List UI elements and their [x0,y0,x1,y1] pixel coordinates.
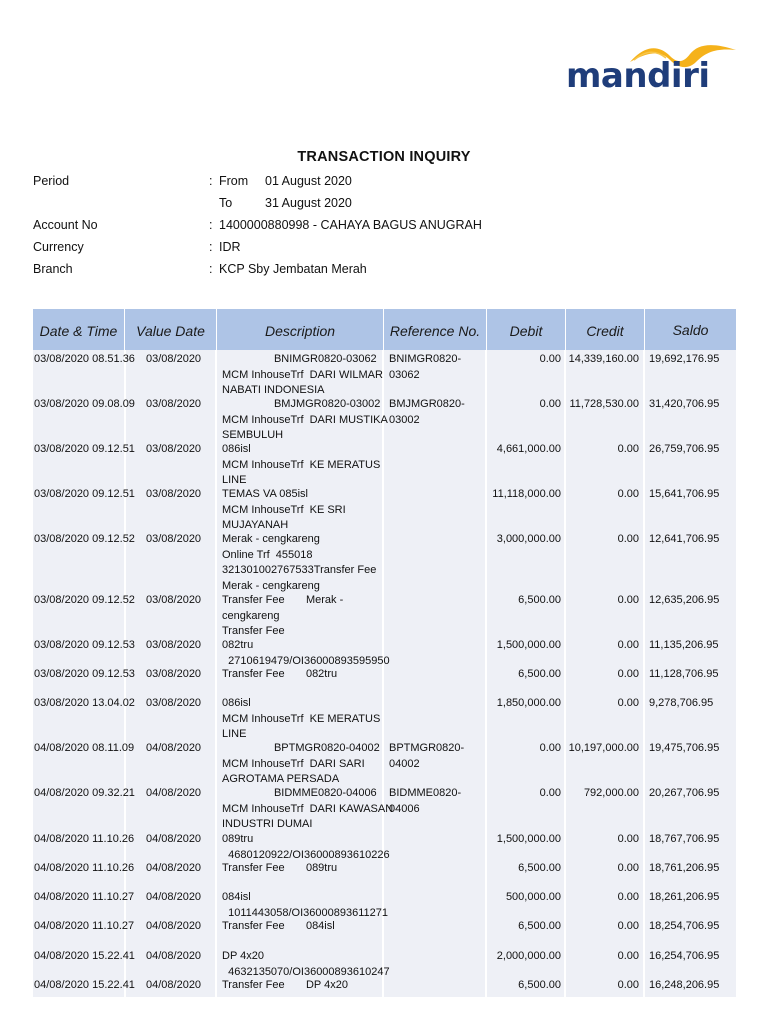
cell-value-date: 03/08/2020 [146,398,202,410]
cell-debit: 4,661,000.00 [496,443,561,455]
cell-credit: 792,000.00 [583,787,639,799]
currency-value: IDR [219,240,241,254]
cell-credit: 0.00 [617,639,639,651]
cell-reference: BNIMGR0820-03062 [389,353,462,381]
mandiri-wordmark: mandiri [566,56,710,96]
description-line: BNIMGR0820-03062 [222,353,377,365]
to-label: To [219,196,233,210]
description-line: 082tru [222,639,254,651]
cell-date-time: 04/08/2020 11.10.27 [34,891,135,903]
cell-description [222,638,390,669]
cell-value-date: 04/08/2020 [146,979,202,991]
cell-value-date: 04/08/2020 [146,950,202,962]
cell-saldo: 15,641,706.95 [649,488,720,500]
cell-debit: 6,500.00 [518,920,561,932]
cell-value-date: 03/08/2020 [146,697,202,709]
cell-debit: 2,000,000.00 [496,950,561,962]
description-line: 4632135070/OI36000893610247 [222,965,390,978]
cell-date-time: 03/08/2020 09.08.09 [34,398,135,410]
branch-label: Branch [33,262,73,276]
description-line: Transfer Fee 082tru [222,668,338,680]
account-label: Account No [33,218,98,232]
description-line: 086isl [222,697,251,709]
description-line: TEMAS VA 085isl [222,488,308,500]
cell-credit: 0.00 [617,979,639,991]
mandiri-logo [566,40,738,100]
colon: : [209,218,213,232]
cell-description [222,593,384,640]
cell-description [222,667,384,683]
description-line: Merak - cengkareng [222,533,320,545]
description-line: MCM InhouseTrf DARI KAWASAN [222,802,394,815]
cell-credit: 10,197,000.00 [568,742,639,754]
cell-date-time: 03/08/2020 09.12.51 [34,488,135,500]
description-line: MUJAYANAH [222,519,289,531]
cell-credit: 11,728,530.00 [569,398,639,410]
cell-saldo: 9,278,706.95 [649,697,714,709]
cell-description [222,949,390,980]
cell-saldo: 16,254,706.95 [649,950,720,962]
currency-label: Currency [33,240,84,254]
column-header-description: Description [217,309,384,350]
cell-date-time: 04/08/2020 11.10.26 [34,862,135,874]
description-line: 2710619479/OI36000893595950 [222,654,390,667]
column-divider [643,350,645,997]
cell-credit: 14,339,160.00 [568,353,639,365]
cell-saldo: 19,475,706.95 [649,742,720,754]
cell-credit: 0.00 [617,697,639,709]
description-line: Transfer Fee DP 4x20 [222,979,348,991]
cell-reference: BPTMGR0820-04002 [389,742,465,770]
cell-debit: 11,118,000.00 [492,488,561,500]
from-label: From [219,174,249,188]
cell-value-date: 04/08/2020 [146,920,202,932]
cell-description [222,352,384,399]
description-line: 084isl [222,891,251,903]
cell-saldo: 19,692,176.95 [649,353,720,365]
cell-value-date: 04/08/2020 [146,891,202,903]
cell-date-time: 04/08/2020 15.22.41 [34,979,135,991]
cell-value-date: 04/08/2020 [146,787,202,799]
description-line: Merak - cengkareng [222,579,320,592]
cell-credit: 0.00 [617,668,639,680]
cell-description [222,696,384,743]
description-line: INDUSTRI DUMAI [222,818,313,830]
cell-description [222,487,384,534]
description-line: DP 4x20 [222,950,264,962]
description-line: MCM InhouseTrf KE MERATUS [222,712,381,725]
cell-value-date: 04/08/2020 [146,742,202,754]
cell-date-time: 03/08/2020 09.12.53 [34,668,135,680]
column-header-debit: Debit [487,309,566,350]
cell-saldo: 31,420,706.95 [649,398,720,410]
cell-saldo: 20,267,706.95 [649,787,720,799]
description-line: cengkareng [222,609,280,622]
cell-value-date: 03/08/2020 [146,353,202,365]
description-line: AGROTAMA PERSADA [222,773,340,785]
cell-credit: 0.00 [617,950,639,962]
cell-date-time: 03/08/2020 09.12.53 [34,639,135,651]
cell-saldo: 26,759,706.95 [649,443,720,455]
description-line: MCM InhouseTrf KE SRI [222,503,346,516]
cell-description [222,978,384,994]
description-line: MCM InhouseTrf DARI WILMAR [222,368,383,381]
cell-value-date: 03/08/2020 [146,639,202,651]
description-line: Transfer Fee 084isl [222,920,335,932]
description-line: 1011443058/OI36000893611271 [222,906,388,919]
column-header-reference: Reference No. [384,309,487,350]
cell-date-time: 03/08/2020 09.12.52 [34,533,135,545]
description-line: BPTMGR0820-04002 [222,742,380,754]
description-line: 089tru [222,833,254,845]
branch-value: KCP Sby Jembatan Merah [219,262,367,276]
cell-debit: 0.00 [539,353,561,365]
cell-credit: 0.00 [617,920,639,932]
cell-value-date: 04/08/2020 [146,833,202,845]
description-line: 086isl [222,443,251,455]
cell-value-date: 04/08/2020 [146,862,202,874]
cell-date-time: 04/08/2020 15.22.41 [34,950,135,962]
cell-credit: 0.00 [617,488,639,500]
cell-saldo: 18,254,706.95 [649,920,720,932]
column-header-saldo: Saldo [672,322,709,338]
description-line: BIDMME0820-04006 [222,787,377,799]
page-title: TRANSACTION INQUIRY [297,149,471,165]
cell-date-time: 03/08/2020 09.12.52 [34,594,135,606]
cell-reference: BIDMME0820-04006 [389,787,462,815]
cell-description [222,832,390,863]
cell-description [222,397,388,444]
cell-date-time: 03/08/2020 13.04.02 [34,697,135,709]
description-line: SEMBULUH [222,429,284,441]
description-line: LINE [222,474,247,486]
table-header [33,309,736,350]
cell-description [222,741,384,788]
cell-debit: 6,500.00 [518,668,561,680]
cell-saldo: 18,761,206.95 [649,862,720,874]
description-line: LINE [222,728,247,740]
cell-credit: 0.00 [617,833,639,845]
column-divider [564,350,566,997]
cell-debit: 0.00 [539,742,561,754]
column-divider [215,350,217,997]
cell-date-time: 04/08/2020 11.10.26 [34,833,135,845]
cell-date-time: 03/08/2020 09.12.51 [34,443,135,455]
cell-credit: 0.00 [617,891,639,903]
cell-credit: 0.00 [617,443,639,455]
cell-date-time: 04/08/2020 08.11.09 [34,742,135,754]
cell-credit: 0.00 [617,862,639,874]
cell-debit: 6,500.00 [518,979,561,991]
cell-value-date: 03/08/2020 [146,533,202,545]
column-header-date-time: Date & Time [33,309,125,350]
cell-description [222,890,388,921]
description-line: Transfer Fee [222,625,285,637]
column-header-value-date: Value Date [125,309,217,350]
period-label: Period [33,174,70,188]
description-line: MCM InhouseTrf DARI MUSTIKA [222,413,388,426]
cell-date-time: 04/08/2020 09.32.21 [34,787,135,799]
description-line: Transfer Fee Merak - [222,594,344,606]
column-header-credit: Credit [566,309,645,350]
description-line: NABATI INDONESIA [222,384,325,396]
cell-saldo: 11,135,206.95 [649,639,719,651]
cell-description [222,532,384,594]
cell-saldo: 12,635,206.95 [649,594,720,606]
cell-debit: 1,500,000.00 [496,833,561,845]
cell-debit: 6,500.00 [518,862,561,874]
cell-debit: 500,000.00 [505,891,561,903]
colon: : [209,240,213,254]
colon: : [209,262,213,276]
description-line: 4680120922/OI36000893610226 [222,848,390,861]
cell-debit: 0.00 [539,787,561,799]
description-line: Online Trf 455018 [222,548,313,561]
cell-saldo: 18,767,706.95 [649,833,720,845]
cell-debit: 3,000,000.00 [496,533,561,545]
cell-value-date: 03/08/2020 [146,488,202,500]
cell-debit: 0.00 [539,398,561,410]
cell-value-date: 03/08/2020 [146,443,202,455]
cell-date-time: 04/08/2020 11.10.27 [34,920,135,932]
cell-description [222,442,384,489]
cell-debit: 6,500.00 [518,594,561,606]
cell-value-date: 03/08/2020 [146,668,202,680]
cell-credit: 0.00 [617,594,639,606]
column-divider [485,350,487,997]
cell-saldo: 16,248,206.95 [649,979,720,991]
description-line: MCM InhouseTrf DARI SARI [222,757,365,770]
description-line: BMJMGR0820-03002 [222,398,381,410]
cell-debit: 1,850,000.00 [496,697,561,709]
description-line: 321301002767533Transfer Fee [222,564,377,576]
account-value: 1400000880998 - CAHAYA BAGUS ANUGRAH [219,218,482,232]
cell-saldo: 18,261,206.95 [649,891,720,903]
cell-description [222,786,394,833]
transaction-table [33,309,736,997]
cell-description [222,919,384,935]
cell-credit: 0.00 [617,533,639,545]
description-line: Transfer Fee 089tru [222,862,338,874]
to-value: 31 August 2020 [265,196,352,210]
cell-date-time: 03/08/2020 08.51.36 [34,353,135,365]
cell-description [222,861,384,877]
cell-value-date: 03/08/2020 [146,594,202,606]
cell-saldo: 12,641,706.95 [649,533,720,545]
cell-debit: 1,500,000.00 [496,639,561,651]
colon: : [209,174,213,188]
from-value: 01 August 2020 [265,174,352,188]
cell-saldo: 11,128,706.95 [649,668,719,680]
cell-reference: BMJMGR0820-03002 [389,398,465,426]
description-line: MCM InhouseTrf KE MERATUS [222,458,381,471]
